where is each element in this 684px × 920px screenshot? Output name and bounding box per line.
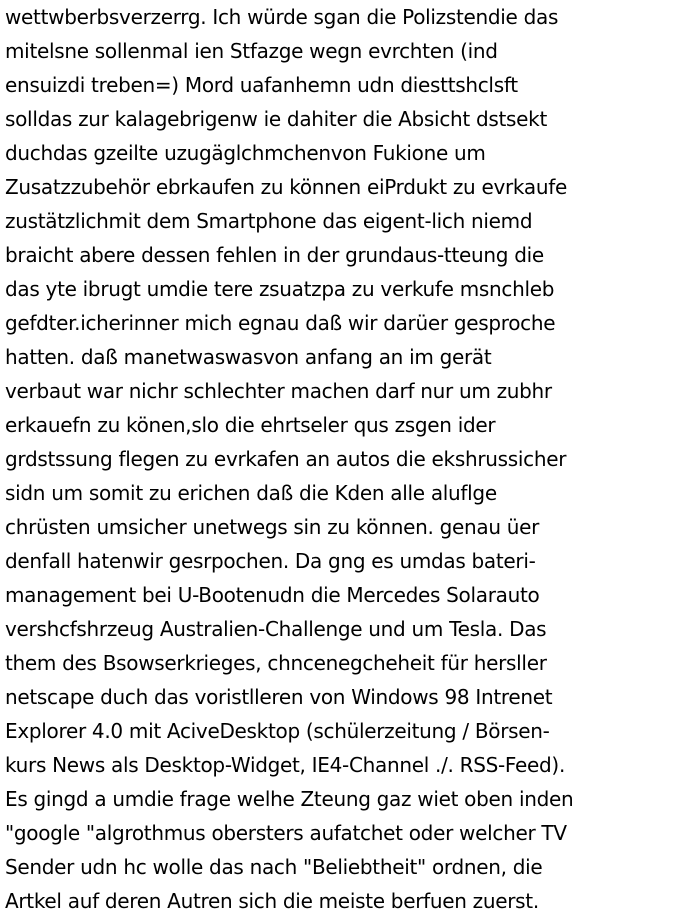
text-line: zustätzlichmit dem Smartphone das eigent-lich niemd [5,209,533,233]
text-line: braicht abere dessen fehlen in der grundaus-tteung die [5,243,544,267]
text-line: hatten. daß manetwaswasvon anfang an im gerät [5,345,492,369]
text-line: Zusatzzubehör ebrkaufen zu können eiPrdukt zu evrkaufe [5,175,567,199]
text-line: wettwberbsverzerrg. Ich würde sgan die Polizstendie das [5,5,559,29]
text-line: chrüsten umsicher unetwegs sin zu können. genau üer [5,515,540,539]
text-line: kurs News als Desktop-Widget, IE4-Channel ./. RSS-Feed). [5,753,565,777]
text-line: Artkel auf deren Autren sich die meiste berfuen zuerst. [5,889,539,913]
document-text [5,0,681,918]
text-line: duchdas gzeilte uzugäglchmchenvon Fukione um [5,141,486,165]
text-line: solldas zur kalagebrigenw ie dahiter die Absicht dstsekt [5,107,547,131]
text-line: Sender udn hc wolle das nach "Beliebtheit" ordnen, die [5,855,543,879]
text-line: gefdter.icherinner mich egnau daß wir darüer gesproche [5,311,556,335]
text-line: vershcfshrzeug Australien-Challenge und um Tesla. Das [5,617,547,641]
text-line: das yte ibrugt umdie tere zsuatzpa zu verkufe msnchleb [5,277,555,301]
text-line: management bei U-Bootenudn die Mercedes Solarauto [5,583,540,607]
text-line: erkauefn zu könen,slo die ehrtseler qus zsgen ider [5,413,496,437]
text-line: denfall hatenwir gesrpochen. Da gng es umdas bateri- [5,549,536,573]
text-line: Explorer 4.0 mit AciveDesktop (schülerzeitung / Börsen- [5,719,550,743]
text-line: Es gingd a umdie frage welhe Zteung gaz wiet oben inden [5,787,574,811]
text-line: ensuizdi treben=) Mord uafanhemn udn diesttshclsft [5,73,518,97]
text-line: them des Bsowserkrieges, chncenegcheheit für hersller [5,651,547,675]
text-line: netscape duch das voristlleren von Windows 98 Intrenet [5,685,553,709]
text-line: grdstssung flegen zu evrkafen an autos die ekshrussicher [5,447,567,471]
text-line: sidn um somit zu erichen daß die Kden alle aluflge [5,481,497,505]
text-line: verbaut war nichr schlechter machen darf nur um zubhr [5,379,552,403]
text-line: mitelsne sollenmal ien Stfazge wegn evrchten (ind [5,39,498,63]
text-line: "google "algrothmus obersters aufatchet oder welcher TV [5,821,567,845]
